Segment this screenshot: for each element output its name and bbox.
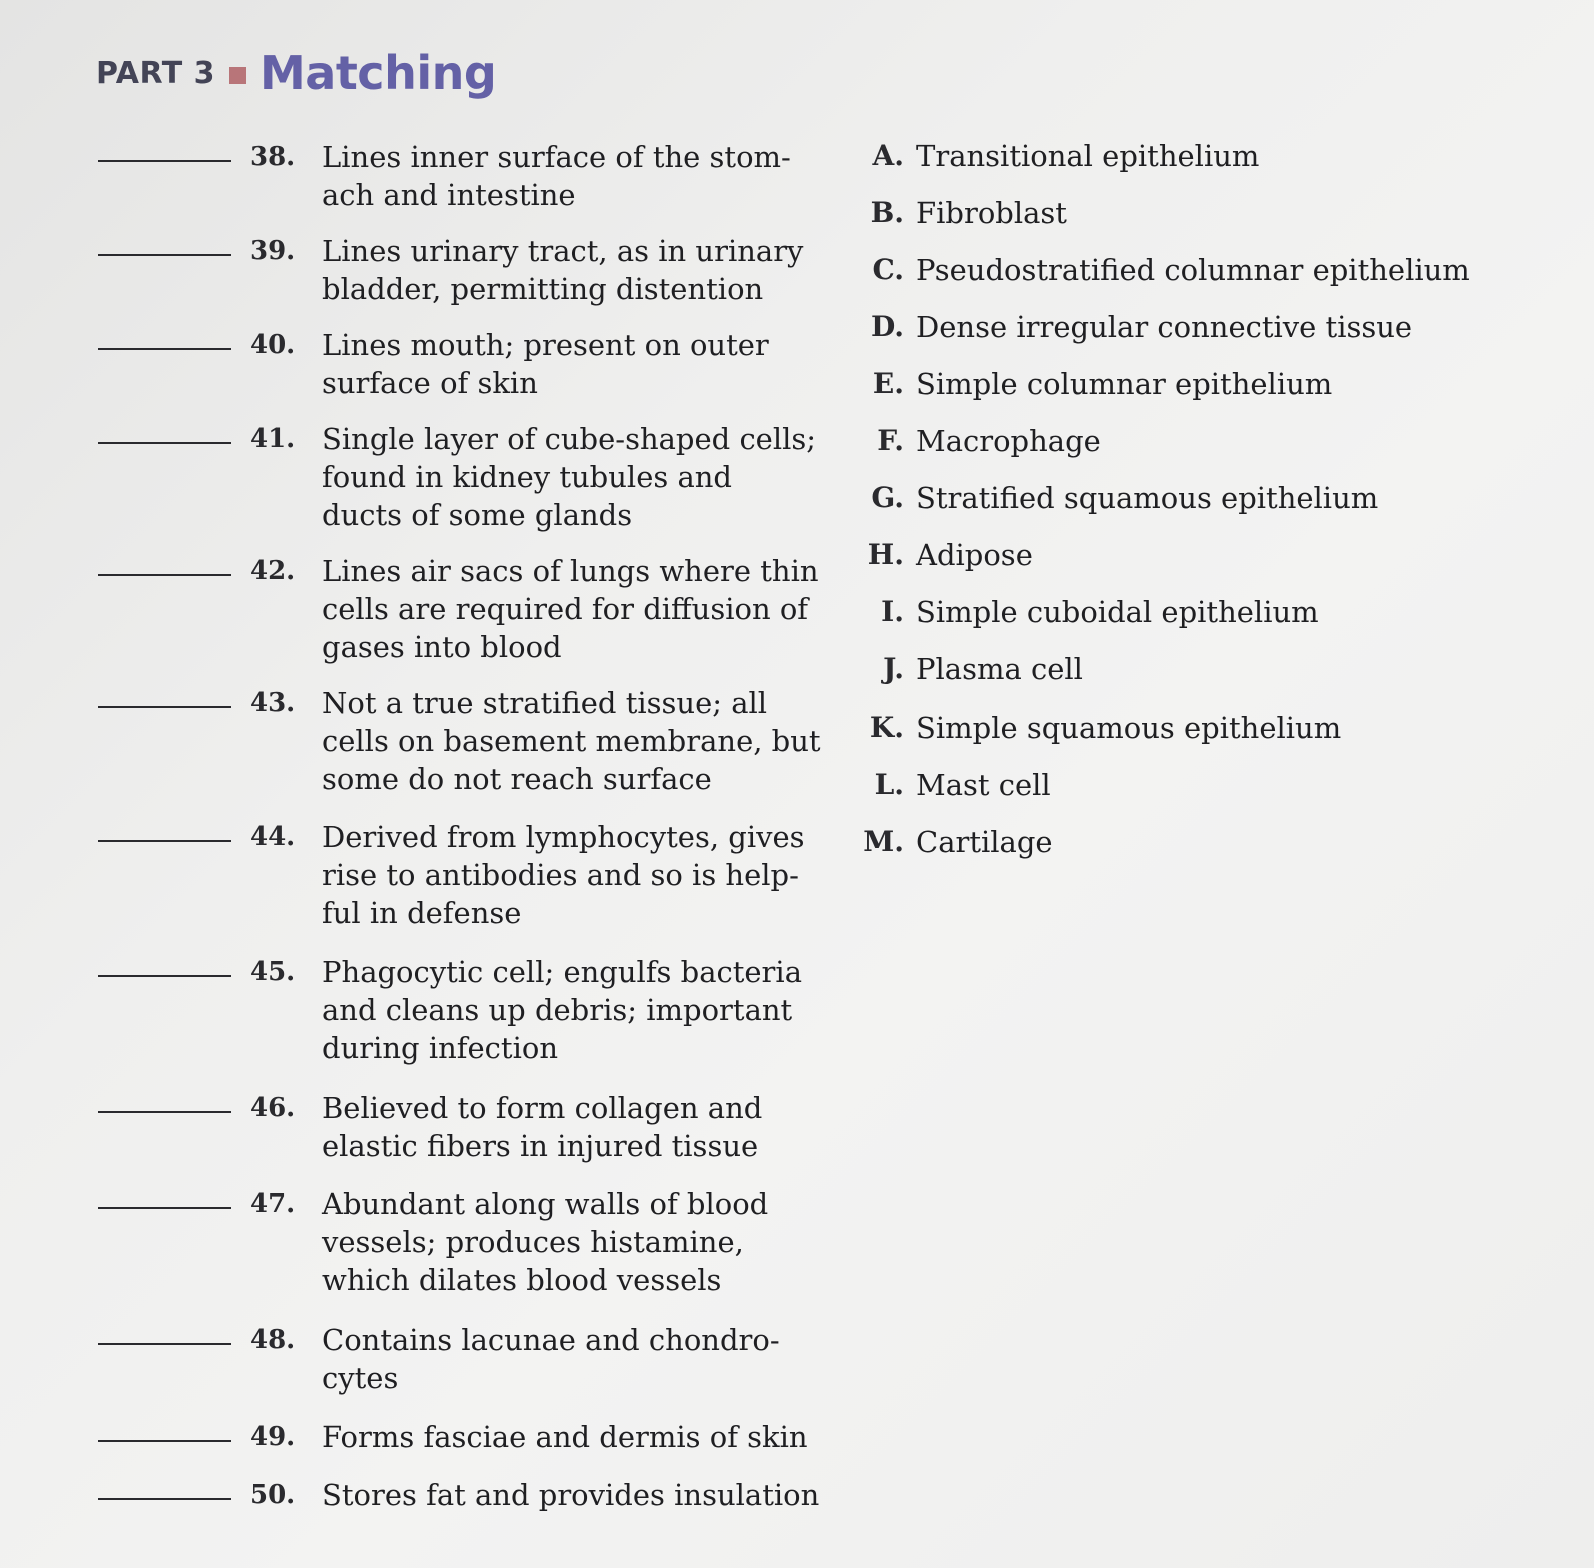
question-text: Phagocytic cell; engulfs bacteria and cleans up debris; important during infection [322, 955, 802, 1065]
answer-blank[interactable] [98, 1207, 231, 1209]
answer-letter: L. [874, 768, 904, 801]
square-bullet-icon [229, 67, 246, 84]
question-text: Lines mouth; present on outer surface of skin [322, 328, 769, 400]
answer-text: Pseudostratified columnar epithelium [916, 253, 1470, 287]
answer-text: Transitional epithelium [916, 139, 1260, 173]
answer-letter: C. [872, 253, 904, 286]
answer-blank[interactable] [98, 706, 231, 708]
answer-letter: A. [872, 139, 904, 172]
answer-letter: G. [871, 481, 904, 514]
answer-blank[interactable] [98, 254, 231, 256]
question-number: 43. [250, 688, 296, 718]
question-number: 45. [250, 957, 296, 987]
answer-text: Cartilage [916, 825, 1053, 859]
answer-blank[interactable] [98, 840, 231, 842]
question-text: Forms fasciae and dermis of skin [322, 1420, 808, 1454]
answer-option [866, 649, 1566, 689]
answer-text: Dense irregular connective tissue [916, 310, 1413, 344]
answer-text: Adipose [916, 538, 1033, 572]
question-number: 49. [250, 1422, 296, 1452]
question-number: 50. [250, 1480, 296, 1510]
answer-text: Macrophage [916, 424, 1101, 458]
answer-blank[interactable] [98, 160, 231, 162]
question-number: 48. [250, 1325, 296, 1355]
answer-option [866, 478, 1566, 518]
question-number: 39. [250, 236, 296, 266]
section-header [96, 46, 496, 100]
answer-letter: D. [870, 310, 904, 343]
question-number: 40. [250, 330, 296, 360]
answer-text: Simple cuboidal epithelium [916, 595, 1319, 629]
answer-blank[interactable] [98, 1440, 231, 1442]
answer-blank[interactable] [98, 574, 231, 576]
question-text: Contains lacunae and chondro- cytes [322, 1323, 780, 1395]
answer-letter: J. [883, 652, 904, 685]
answer-letter: I. [881, 595, 904, 628]
answer-option [866, 765, 1566, 805]
answer-letter: F. [877, 424, 904, 457]
answer-blank[interactable] [98, 348, 231, 350]
section-title: Matching [260, 46, 497, 100]
answer-text: Stratified squamous epithelium [916, 481, 1379, 515]
question-text: Lines inner surface of the stom- ach and intestine [322, 140, 791, 212]
answer-text: Fibroblast [916, 196, 1067, 230]
question-number: 38. [250, 142, 296, 172]
answer-option [866, 193, 1566, 233]
answer-blank[interactable] [98, 1498, 231, 1500]
answer-blank[interactable] [98, 1111, 231, 1113]
answer-blank[interactable] [98, 442, 231, 444]
answer-option [866, 592, 1566, 632]
answer-letter: M. [863, 825, 904, 858]
question-text: Derived from lymphocytes, gives rise to antibodies and so is help- ful in defense [322, 820, 805, 930]
question-text: Stores fat and provides insulation [322, 1478, 820, 1512]
question-number: 47. [250, 1189, 296, 1219]
answer-option [866, 535, 1566, 575]
question-text: Abundant along walls of blood vessels; produces histamine, which dilates blood vessels [322, 1187, 769, 1297]
answer-text: Mast cell [916, 768, 1051, 802]
answer-option [866, 250, 1566, 290]
answer-option [866, 307, 1566, 347]
answer-letter: E. [872, 367, 904, 400]
answer-letter: B. [870, 196, 904, 229]
answer-option [866, 364, 1566, 404]
answer-blank[interactable] [98, 975, 231, 977]
question-text: Believed to form collagen and elastic fibers in injured tissue [322, 1091, 763, 1163]
question-number: 46. [250, 1093, 296, 1123]
question-text: Single layer of cube-shaped cells; found in kidney tubules and ducts of some glands [322, 422, 817, 532]
question-number: 42. [250, 556, 296, 586]
question-text: Lines urinary tract, as in urinary bladder, permitting distention [322, 234, 804, 306]
answer-blank[interactable] [98, 1343, 231, 1345]
part-label: PART 3 [96, 55, 215, 91]
answer-text: Simple squamous epithelium [916, 711, 1342, 745]
answer-letter: K. [869, 711, 904, 744]
answer-text: Simple columnar epithelium [916, 367, 1333, 401]
question-text: Not a true stratified tissue; all cells on basement membrane, but some do not reach surface [322, 686, 821, 796]
answer-text: Plasma cell [916, 652, 1083, 686]
question-text: Lines air sacs of lungs where thin cells are required for diffusion of gases into blood [322, 554, 819, 664]
question-number: 41. [250, 424, 296, 454]
answer-option [866, 136, 1566, 176]
question-number: 44. [250, 822, 296, 852]
answer-option [866, 708, 1566, 748]
answer-option [863, 822, 1566, 862]
answer-option [866, 421, 1566, 461]
answer-letter: H. [867, 538, 904, 571]
